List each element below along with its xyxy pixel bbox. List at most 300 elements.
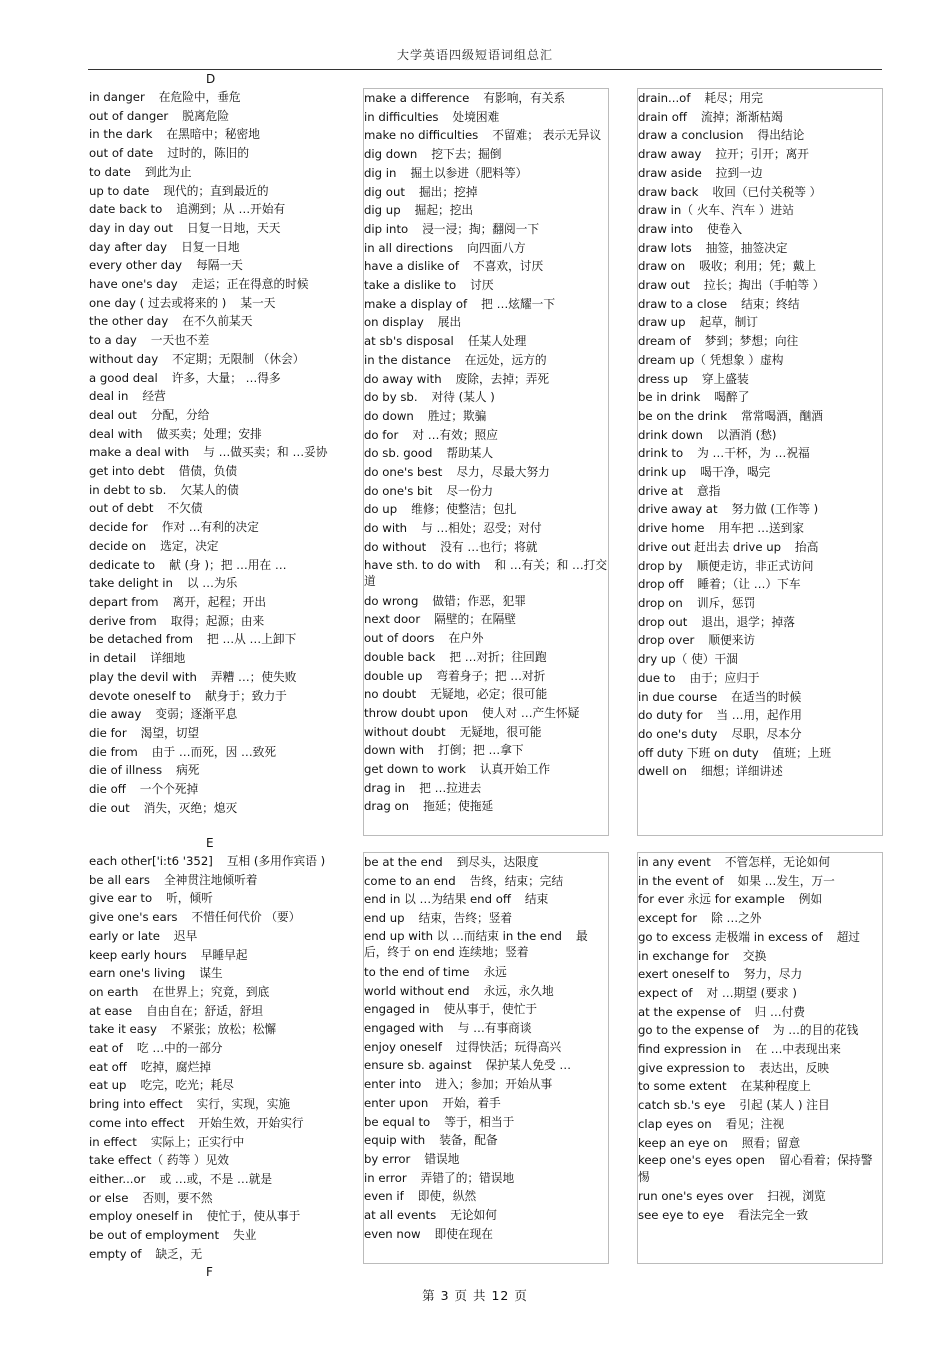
phrase-entry: [89, 668, 333, 687]
phrase-meaning: 对 …有效；照应: [412, 427, 498, 442]
phrase-meaning: 无疑地，必定；很可能: [430, 687, 548, 702]
phrase-text: throw doubt upon: [364, 705, 469, 720]
phrase-text: do up: [364, 502, 398, 517]
phrase-meaning: 由于；应归于: [689, 670, 760, 685]
phrase-text: drive home: [638, 521, 705, 536]
phrase-meaning: 即使，纵然: [417, 1189, 477, 1204]
phrase-meaning: 否则，要不然: [142, 1190, 213, 1205]
phrase-meaning: 开始，着手: [442, 1095, 501, 1110]
phrase-text: have one's day: [89, 277, 178, 292]
phrase-meaning: 失业: [233, 1228, 257, 1243]
phrase-text: in danger: [89, 90, 145, 104]
phrase-text: do down: [364, 408, 414, 423]
phrase-text: due to: [638, 670, 676, 685]
phrase-text: expect of: [638, 985, 693, 1000]
phrase-meaning: 或 …或，不是 …就是: [159, 1171, 273, 1186]
phrase-meaning: 结束，告终；竖着: [418, 911, 513, 926]
phrase-meaning: 以 …为乐: [186, 576, 238, 591]
phrase-meaning: 脱离危险: [182, 108, 230, 123]
phrase-text: to date: [89, 164, 131, 179]
phrase-text: out of doors: [364, 631, 435, 646]
phrase-text: see eye to eye: [638, 1208, 724, 1223]
phrase-entry: [638, 1021, 882, 1040]
phrase-entry: [364, 1187, 608, 1206]
phrase-entry: [638, 295, 882, 314]
phrase-entry: [638, 909, 882, 928]
phrase-entry: [638, 965, 882, 984]
phrase-text: have sth. to do with: [364, 557, 481, 572]
phrase-text: ensure sb. against: [364, 1058, 472, 1073]
phrase-text: in error: [364, 1170, 407, 1185]
phrase-entry: [364, 145, 608, 164]
phrase-text: get down to work: [364, 762, 466, 777]
phrase-entry: [638, 1187, 882, 1206]
phrase-meaning: 进入；参加；开始从事: [435, 1077, 553, 1092]
phrase-entry: [638, 370, 882, 389]
phrase-meaning: 做错；作恶，犯罪: [432, 593, 526, 608]
phrase-meaning: 开始生效，开始实行: [198, 1115, 304, 1130]
phrase-text: make no difficulties: [364, 128, 479, 143]
phrase-meaning: 装备，配备: [439, 1133, 498, 1148]
phrase-entry: [364, 1169, 608, 1188]
phrase-entry: [89, 125, 333, 144]
phrase-meaning: 无疑地，很可能: [459, 724, 542, 739]
phrase-meaning: 为 …干杯，为 …祝福: [697, 446, 810, 461]
phrase-text: end in 以 …为结果 end off: [364, 892, 511, 907]
phrase-entry: [89, 649, 333, 668]
phrase-text: down with: [364, 743, 425, 758]
phrase-entry: [638, 613, 882, 632]
phrase-meaning: 日复一日地: [181, 239, 240, 254]
phrase-entry: [638, 164, 882, 183]
phrase-entry: [364, 797, 608, 816]
phrase-meaning: 抬高: [795, 539, 819, 554]
phrase-meaning: 实际上；正实行中: [150, 1134, 245, 1149]
phrase-entry: [89, 761, 333, 780]
phrase-text: draw on: [638, 259, 686, 274]
phrase-text: each other['i:t6 '352]: [89, 854, 213, 868]
phrase-text: next door: [364, 612, 421, 627]
phrase-text: a good deal: [89, 370, 158, 385]
phrase-text: dig in: [364, 165, 397, 180]
phrase-text: die for: [89, 725, 127, 740]
phrase-entry: [364, 648, 608, 667]
phrase-entry: [89, 724, 333, 743]
phrase-text: earn one's living: [89, 966, 186, 981]
phrase-meaning: 过得快活；玩得高兴: [456, 1039, 562, 1054]
phrase-entry: [364, 500, 608, 519]
phrase-entry: [638, 1152, 882, 1185]
phrase-text: draw up: [638, 315, 686, 330]
phrase-entry: [89, 369, 333, 388]
phrase-meaning: 吃掉，腐烂掉: [140, 1059, 211, 1074]
phrase-meaning: 看法完全一致: [737, 1208, 809, 1223]
phrase-entry: [89, 331, 333, 350]
phrase-entry: [89, 705, 333, 724]
phrase-entry: [364, 239, 608, 258]
phrase-meaning: 尽职，尽本分: [731, 726, 802, 741]
phrase-text: dip into: [364, 221, 409, 236]
phrase-entry: [364, 592, 608, 611]
phrase-meaning: 留心看着；保持警惕: [638, 1153, 873, 1184]
phrase-text: for ever 永远 for example: [638, 892, 785, 907]
phrase-entry: [89, 387, 333, 406]
phrase-entry: [638, 500, 882, 519]
phrase-entry: [89, 1114, 333, 1133]
phrase-meaning: 不定期；无限制 （休会）: [172, 351, 305, 366]
phrase-meaning: 训斥，惩罚: [696, 595, 756, 610]
phrase-text: drag in: [364, 780, 406, 795]
phrase-text: draw aside: [638, 165, 702, 180]
phrase-meaning: 不紧张；放松；松懈: [170, 1022, 277, 1037]
phrase-text: die off: [89, 782, 126, 797]
phrase-meaning: 即使在现在: [434, 1226, 493, 1241]
phrase-meaning: 没有 …也行；将就: [440, 539, 538, 554]
phrase-entry: [638, 762, 882, 781]
phrase-meaning: 拉到一边: [715, 165, 763, 180]
column-e-1: [89, 852, 333, 1262]
phrase-entry: [638, 890, 882, 909]
phrase-entry: [89, 200, 333, 219]
phrase-entry: [638, 239, 882, 258]
phrase-entry: [638, 594, 882, 613]
phrase-entry: [364, 1038, 608, 1057]
phrase-entry: [89, 312, 333, 331]
phrase-meaning: 选定，决定: [160, 538, 219, 553]
phrase-text: dig up: [364, 203, 401, 218]
phrase-entry: [364, 201, 608, 220]
phrase-entry: [364, 388, 608, 407]
phrase-text: drive at: [638, 483, 684, 498]
phrase-meaning: 归 …付费: [754, 1004, 806, 1019]
phrase-meaning: 在 …中表现出来: [755, 1042, 841, 1057]
phrase-text: have a dislike of: [364, 259, 460, 274]
phrase-entry: [89, 743, 333, 762]
phrase-text: end up with 以 …而结束 in the end: [364, 928, 562, 943]
phrase-meaning: 在户外: [448, 631, 484, 646]
phrase-entry: [638, 351, 882, 370]
phrase-meaning: 许多，大量； …得多: [171, 370, 281, 385]
phrase-text: dream up（ 凭想象 ）虚构: [638, 352, 784, 367]
phrase-text: run one's eyes over: [638, 1189, 754, 1204]
phrase-meaning: 变弱；逐渐平息: [155, 707, 238, 722]
phrase-text: give expression to: [638, 1060, 745, 1075]
phrase-entry: [638, 332, 882, 351]
phrase-meaning: 掘土以参进（肥料等）: [410, 165, 528, 180]
phrase-text: in any event: [638, 855, 711, 869]
phrase-entry: [89, 574, 333, 593]
phrase-text: do without: [364, 539, 427, 554]
phrase-text: play the devil with: [89, 669, 197, 684]
phrase-entry: [638, 1134, 882, 1153]
phrase-text: come to an end: [364, 873, 456, 888]
phrase-text: by error: [364, 1151, 411, 1166]
phrase-entry: [89, 1207, 333, 1226]
phrase-meaning: 等于，相当于: [444, 1114, 515, 1129]
phrase-text: take effect（ 药等 ）见效: [89, 1153, 229, 1168]
phrase-entry: [89, 537, 333, 556]
phrase-text: up to date: [89, 183, 150, 198]
phrase-entry: [364, 909, 608, 928]
phrase-text: be in drink: [638, 390, 701, 405]
phrase-entry: [638, 426, 882, 445]
phrase-text: make a difference: [364, 91, 470, 105]
phrase-entry: [89, 556, 333, 575]
phrase-text: do one's duty: [638, 726, 718, 741]
phrase-meaning: 拉开；引开；离开: [715, 147, 809, 162]
phrase-entry: [364, 538, 608, 557]
header-rule: [88, 69, 882, 70]
phrase-meaning: 展出: [437, 315, 462, 330]
phrase-meaning: 喝干净，喝完: [700, 465, 771, 480]
phrase-meaning: 把 …炫耀一下: [481, 296, 556, 311]
phrase-entry: [364, 332, 608, 351]
phrase-meaning: 耗尽；用完: [704, 91, 763, 105]
phrase-entry: [638, 853, 882, 872]
phrase-text: drag on: [364, 799, 410, 814]
phrase-meaning: 对 …期望 (要求 ): [706, 985, 797, 1000]
phrase-text: drop over: [638, 633, 695, 648]
phrase-entry: [364, 557, 608, 590]
phrase-entry: [364, 963, 608, 982]
phrase-text: drop on: [638, 595, 683, 610]
phrase-meaning: 献 (身 )；把 …用在 …: [169, 557, 287, 572]
phrase-meaning: 拉长；掏出（手帕等 ）: [703, 278, 825, 293]
phrase-entry: [364, 629, 608, 648]
phrase-entry: [364, 426, 608, 445]
phrase-entry: [638, 706, 882, 725]
phrase-meaning: 告终，结束；完结: [469, 873, 564, 888]
phrase-entry: [638, 463, 882, 482]
phrase-text: double up: [364, 668, 423, 683]
phrase-text: eat of: [89, 1041, 123, 1056]
phrase-entry: [89, 518, 333, 537]
phrase-text: keep an eye on: [638, 1135, 728, 1150]
phrase-meaning: 错误地: [424, 1151, 460, 1166]
phrase-entry: [364, 89, 608, 108]
phrase-meaning: 例如: [798, 892, 823, 907]
phrase-entry: [638, 1096, 882, 1115]
phrase-text: dream of: [638, 334, 691, 349]
phrase-meaning: 喝醉了: [714, 390, 750, 405]
phrase-entry: [638, 1077, 882, 1096]
phrase-meaning: 和 …有关；和 …打交道: [364, 557, 608, 588]
phrase-entry: [89, 350, 333, 369]
phrase-meaning: 弄错了的；错误地: [420, 1170, 515, 1185]
phrase-text: drive away at: [638, 502, 718, 517]
phrase-entry: [638, 984, 882, 1003]
phrase-entry: [364, 928, 608, 961]
phrase-meaning: 在某种程度上: [740, 1079, 811, 1094]
phrase-meaning: 打倒；把 …拿下: [438, 743, 524, 758]
phrase-entry: [364, 610, 608, 629]
phrase-meaning: 除 …之外: [711, 911, 762, 926]
phrase-entry: [89, 1020, 333, 1039]
phrase-entry: [638, 89, 882, 108]
phrase-entry: [364, 890, 608, 909]
phrase-meaning: 收回（已付关税等 ）: [712, 184, 822, 199]
phrase-meaning: 胜过；欺骗: [427, 408, 487, 423]
phrase-text: enjoy oneself: [364, 1039, 443, 1054]
phrase-meaning: 消失，灭绝；熄灭: [143, 800, 238, 815]
phrase-text: drink down: [638, 427, 703, 442]
phrase-entry: [89, 927, 333, 946]
phrase-text: derive from: [89, 613, 157, 628]
phrase-entry: [364, 519, 608, 538]
phrase-meaning: 互相 (多用作宾语 ): [226, 854, 326, 868]
phrase-text: do away with: [364, 371, 442, 386]
phrase-meaning: 不留难； 表示无异议: [492, 128, 602, 143]
phrase-entry: [364, 1094, 608, 1113]
phrase-entry: [89, 852, 333, 871]
phrase-meaning: 把 …拉进去: [419, 780, 482, 795]
phrase-entry: [89, 799, 333, 818]
phrase-text: out of debt: [89, 501, 154, 516]
phrase-text: dry up（ 使）干涸: [638, 652, 738, 667]
phrase-text: die out: [89, 800, 130, 815]
column-e-3: [637, 852, 883, 1264]
phrase-meaning: 吃 …中的一部分: [136, 1041, 223, 1056]
phrase-text: or else: [89, 1190, 129, 1205]
phrase-meaning: 欠某人的债: [180, 482, 239, 497]
phrase-entry: [638, 126, 882, 145]
phrase-meaning: 结束；终结: [741, 296, 800, 311]
phrase-entry: [364, 853, 608, 872]
phrase-text: eat off: [89, 1059, 127, 1074]
phrase-entry: [89, 1039, 333, 1058]
column-d-2: [363, 88, 609, 836]
phrase-text: in due course: [638, 689, 718, 704]
phrase-text: date back to: [89, 202, 163, 217]
phrase-meaning: 与 …做买卖；和 …妥协: [203, 445, 328, 460]
phrase-entry: [89, 1245, 333, 1262]
phrase-meaning: 弯着身子；把 …对折: [436, 668, 546, 683]
phrase-meaning: 挖下去；掘倒: [431, 147, 502, 162]
phrase-meaning: 值班；上班: [772, 745, 832, 760]
phrase-text: be equal to: [364, 1114, 431, 1129]
phrase-meaning: 每隔一天: [196, 258, 243, 273]
phrase-text: on earth: [89, 984, 139, 999]
phrase-meaning: 努力做 (工作等 ): [731, 502, 819, 517]
phrase-text: go to the expense of: [638, 1023, 759, 1038]
phrase-meaning: 维修；使整洁；包扎: [411, 502, 517, 517]
phrase-text: draw out: [638, 278, 690, 293]
phrase-text: draw lots: [638, 240, 692, 255]
phrase-meaning: 借债，负债: [178, 464, 238, 479]
phrase-meaning: 离开，起程；开出: [172, 594, 267, 609]
phrase-meaning: 流掉；渐渐枯竭: [700, 109, 783, 124]
phrase-meaning: 追溯到；从 …开始有: [176, 202, 286, 217]
phrase-entry: [638, 538, 882, 557]
phrase-text: draw a conclusion: [638, 128, 744, 143]
phrase-meaning: 努力，尽力: [743, 967, 803, 982]
phrase-meaning: 取得；起源；由来: [170, 613, 265, 628]
phrase-entry: [364, 1056, 608, 1075]
phrase-meaning: 在黑暗中；秘密地: [166, 127, 260, 142]
phrase-meaning: 不惜任何代价 （要）: [191, 910, 301, 925]
phrase-entry: [89, 1076, 333, 1095]
phrase-meaning: 自由自在；舒适，舒坦: [146, 1003, 263, 1018]
phrase-entry: [89, 964, 333, 983]
phrase-meaning: 对待 (某人 ): [431, 390, 495, 405]
phrase-text: die from: [89, 744, 138, 759]
phrase-entry: [638, 872, 882, 891]
page-footer-number: 第 3 页 共 12 页: [422, 1288, 528, 1303]
phrase-meaning: 顺便来访: [708, 633, 756, 648]
phrase-meaning: 在世界上；究竟，到底: [152, 984, 270, 999]
phrase-text: deal out: [89, 407, 137, 422]
phrase-text: without doubt: [364, 724, 446, 739]
phrase-meaning: 缺乏，无: [155, 1246, 203, 1261]
phrase-entry: [364, 685, 608, 704]
phrase-entry: [89, 219, 333, 238]
phrase-text: on display: [364, 315, 424, 330]
phrase-entry: [364, 257, 608, 276]
phrase-entry: [89, 889, 333, 908]
phrase-entry: [364, 1075, 608, 1094]
phrase-entry: [638, 1059, 882, 1078]
phrase-text: empty of: [89, 1246, 142, 1261]
phrase-text: go to excess 走极端 in excess of: [638, 929, 823, 944]
column-d-3: [637, 88, 883, 836]
phrase-meaning: 拖延；使拖延: [423, 799, 494, 814]
phrase-text: one day ( 过去或将来的 ): [89, 295, 227, 310]
phrase-text: to some extent: [638, 1079, 727, 1094]
phrase-text: without day: [89, 351, 159, 366]
phrase-entry: [89, 1189, 333, 1208]
phrase-text: at the expense of: [638, 1004, 741, 1019]
phrase-text: in the distance: [364, 352, 451, 367]
phrase-meaning: 使从事于，使忙于: [443, 1002, 538, 1017]
phrase-meaning: 起草，制订: [699, 315, 758, 330]
phrase-entry: [638, 575, 882, 594]
phrase-entry: [364, 108, 608, 127]
phrase-text: deal with: [89, 426, 143, 441]
phrase-entry: [638, 407, 882, 426]
phrase-entry: [364, 1113, 608, 1132]
phrase-text: be on the drink: [638, 408, 728, 423]
phrase-text: die away: [89, 707, 142, 722]
phrase-text: in difficulties: [364, 109, 439, 124]
phrase-text: even now: [364, 1226, 421, 1241]
phrase-meaning: 听，倾听: [166, 891, 213, 906]
phrase-text: drop out: [638, 614, 688, 629]
phrase-text: depart from: [89, 594, 159, 609]
phrase-text: employ oneself in: [89, 1209, 193, 1224]
phrase-entry: [89, 908, 333, 927]
phrase-entry: [364, 667, 608, 686]
phrase-text: devote oneself to: [89, 688, 192, 703]
phrase-entry: [89, 144, 333, 163]
phrase-meaning: 献身于；致力于: [205, 688, 287, 703]
phrase-meaning: 为 …的目的花钱: [772, 1023, 859, 1038]
phrase-text: do for: [364, 427, 399, 442]
phrase-entry: [638, 444, 882, 463]
phrase-meaning: 细想；详细讲述: [700, 764, 783, 779]
phrase-entry: [89, 163, 333, 182]
phrase-entry: [638, 1206, 882, 1225]
phrase-text: decide for: [89, 520, 148, 535]
phrase-meaning: 一个个死掉: [139, 782, 199, 797]
phrase-meaning: 处境困难: [452, 109, 500, 124]
phrase-text: make a display of: [364, 296, 468, 311]
phrase-meaning: 不管怎样，无论如何: [724, 855, 831, 869]
phrase-meaning: 在不久前某天: [182, 314, 253, 329]
phrase-meaning: 把 …从 …上卸下: [207, 632, 297, 647]
phrase-text: draw in（ 火车、汽车 ）进站: [638, 203, 794, 218]
phrase-meaning: 弄糟 …；使失败: [210, 669, 297, 684]
phrase-entry: [364, 1000, 608, 1019]
